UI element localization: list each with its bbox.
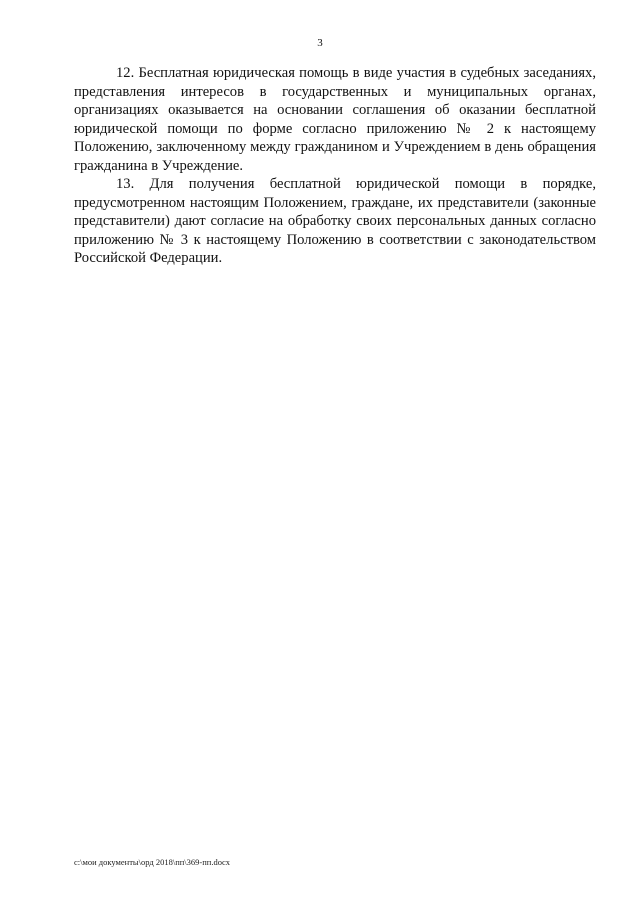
document-body	[74, 64, 596, 268]
paragraph-13: 13. Для получения бесплатной юридической помощи в порядке, предусмотренном настоящим Положением, граждане, их представители (законные представители) дают согласие на обработку своих персональных данных согласно приложению № 3 к настоящему Положению в соответствии с законодательством Российской Федерации.	[74, 176, 596, 266]
paragraph-12: 12. Бесплатная юридическая помощь в виде участия в судебных заседаниях, представления интересов в государственных и муниципальных органах, организациях оказывается на основании соглашения об оказании бесплатной юридической помощи по форме согласно приложению № 2 к настоящему Положению, заключенному между гражданином и Учреждением в день обращения гражданина в Учреждение.	[74, 65, 596, 174]
page-number: 3	[317, 37, 323, 49]
file-path-footer: c:\мои документы\орд 2018\пп\369-пп.docx	[74, 857, 230, 867]
